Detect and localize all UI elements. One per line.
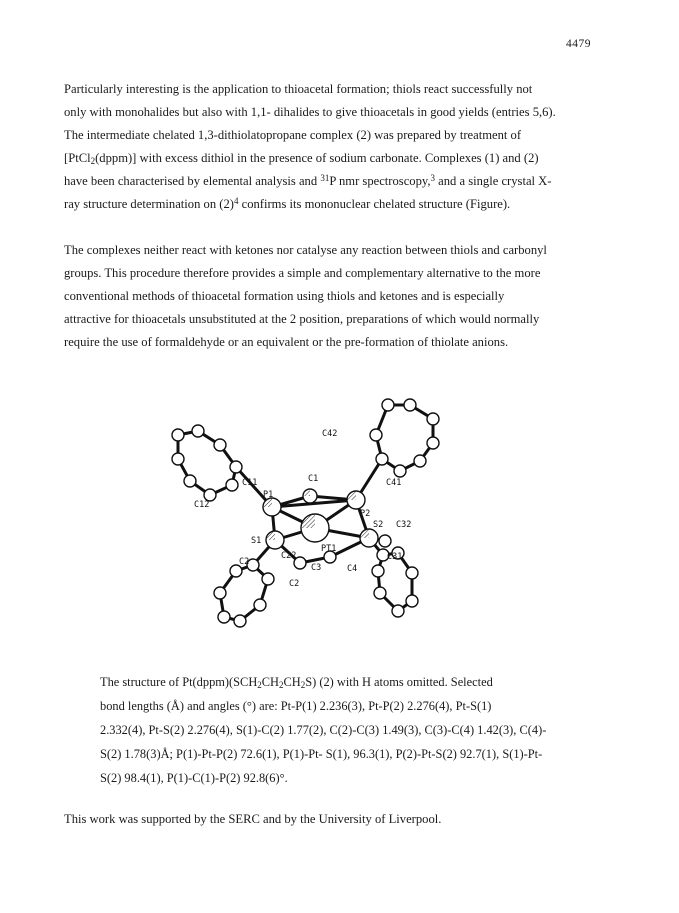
- label-c21: C2: [239, 557, 250, 567]
- atom-c11-ring: [192, 425, 204, 437]
- atom-c32: [379, 535, 391, 547]
- atom-c41-ring: [394, 465, 406, 477]
- atom-c21-ring: [214, 587, 226, 599]
- atom-c41-ring: [382, 399, 394, 411]
- label-s2: S2: [373, 520, 384, 530]
- paragraph-line: ray structure determination on $(2)^4$ confirms its mononuclear chelated structure (Figure).: [64, 196, 511, 211]
- atom-c41-ring: [427, 437, 439, 449]
- paragraph-line: groups. This procedure therefore provides a simple and complementary alternative to the more: [64, 266, 541, 280]
- label-s1: S1: [251, 536, 262, 546]
- acknowledgement: This work was supported by the SERC and by the University of Liverpool.: [64, 812, 442, 826]
- label-c42: C42: [322, 429, 338, 439]
- label-c32: C32: [396, 520, 412, 530]
- label-c12: C12: [194, 500, 210, 510]
- label-c31: C31: [387, 552, 403, 562]
- caption-line: bond lengths (Å) and angles (°) are: Pt-P(1) 2.236(3), Pt-P(2) 2.276(4), Pt-S(1): [100, 699, 492, 713]
- label-c41: C41: [386, 478, 402, 488]
- paragraph-line: conventional methods of thioacetal formation using thiols and ketones and is especially: [64, 289, 505, 303]
- label-c3: C3: [311, 563, 322, 573]
- label-c1: C1: [308, 474, 319, 484]
- caption-line: 2.332(4), Pt-S(2) 2.276(4), S(1)-C(2) 1.77(2), C(2)-C(3) 1.49(3), C(3)-C(4) 1.42(3), C(4)-: [100, 723, 547, 737]
- paragraph-line: have been characterised by elemental analysis and $^{31}$P nmr spectroscopy,$^3$ and a single crystal X-: [64, 173, 552, 188]
- atom-c42: [370, 429, 382, 441]
- caption-line: S(2) 98.4(1), P(1)-C(1)-P(2) 92.8(6)°.: [100, 771, 288, 785]
- label-c2: C2: [289, 579, 300, 589]
- paragraph-line: Particularly interesting is the application to thioacetal formation; thiols react successfully not: [64, 82, 533, 96]
- label-c4: C4: [347, 564, 358, 574]
- atom-c31-ring: [374, 587, 386, 599]
- paragraph-line: [PtCl$_2$(dppm)] with excess dithiol in the presence of sodium carbonate. Complexes (1) and (2): [64, 151, 539, 166]
- atom-c22: [262, 573, 274, 585]
- atom-c11-ring: [226, 479, 238, 491]
- paragraph-line: The intermediate chelated 1,3-dithiolatopropane complex (2) was prepared by treatment of: [64, 128, 522, 142]
- label-pt1: PT1: [321, 544, 337, 554]
- label-c22: C22: [281, 551, 297, 561]
- paragraph-line: The complexes neither react with ketones nor catalyse any reaction between thiols and carbonyl: [64, 243, 547, 257]
- caption-line: The structure of $Pt(dppm)(SCH_2CH_2CH_2S)$ (2) with H atoms omitted. Selected: [100, 675, 493, 690]
- atom-c11: [230, 461, 242, 473]
- atom-c11-ring: [214, 439, 226, 451]
- caption-line: S(2) 1.78(3)Å; P(1)-Pt-P(2) 72.6(1), P(1)-Pt- S(1), 96.3(1), P(2)-Pt-S(2) 92.7(1), S(1)-Pt-: [100, 747, 543, 761]
- atom-c31-ring: [372, 565, 384, 577]
- label-p1: P1: [263, 490, 274, 500]
- atom-c41-ring: [414, 455, 426, 467]
- page-number: 4479: [566, 38, 591, 50]
- paragraph-line: attractive for thioacetals unsubstituted at the 2 position, preparations of which would normally: [64, 312, 540, 326]
- atom-c41: [376, 453, 388, 465]
- atom-c21-ring: [234, 615, 246, 627]
- atom-c41-ring: [427, 413, 439, 425]
- atom-c31-ring: [406, 595, 418, 607]
- atom-c21-ring: [218, 611, 230, 623]
- atom-c41-ring: [404, 399, 416, 411]
- paragraph-line: require the use of formaldehyde or an equivalent or the pre-formation of thiolate anions.: [64, 335, 509, 349]
- atom-c21-ring: [254, 599, 266, 611]
- label-p2: P2: [360, 509, 371, 519]
- atom-c12: [184, 475, 196, 487]
- atom-c11-ring: [172, 453, 184, 465]
- atom-ellipsoids: [172, 399, 439, 627]
- ortep-diagram: [150, 383, 480, 648]
- label-c11: C11: [242, 478, 258, 488]
- atom-c31-ring: [392, 605, 404, 617]
- crystal-structure-figure: [150, 383, 480, 648]
- atom-c31-ring: [406, 567, 418, 579]
- paragraph-line: only with monohalides but also with 1,1- dihalides to give thioacetals in good yields (entries 5,6).: [64, 105, 556, 119]
- atom-c11-ring: [172, 429, 184, 441]
